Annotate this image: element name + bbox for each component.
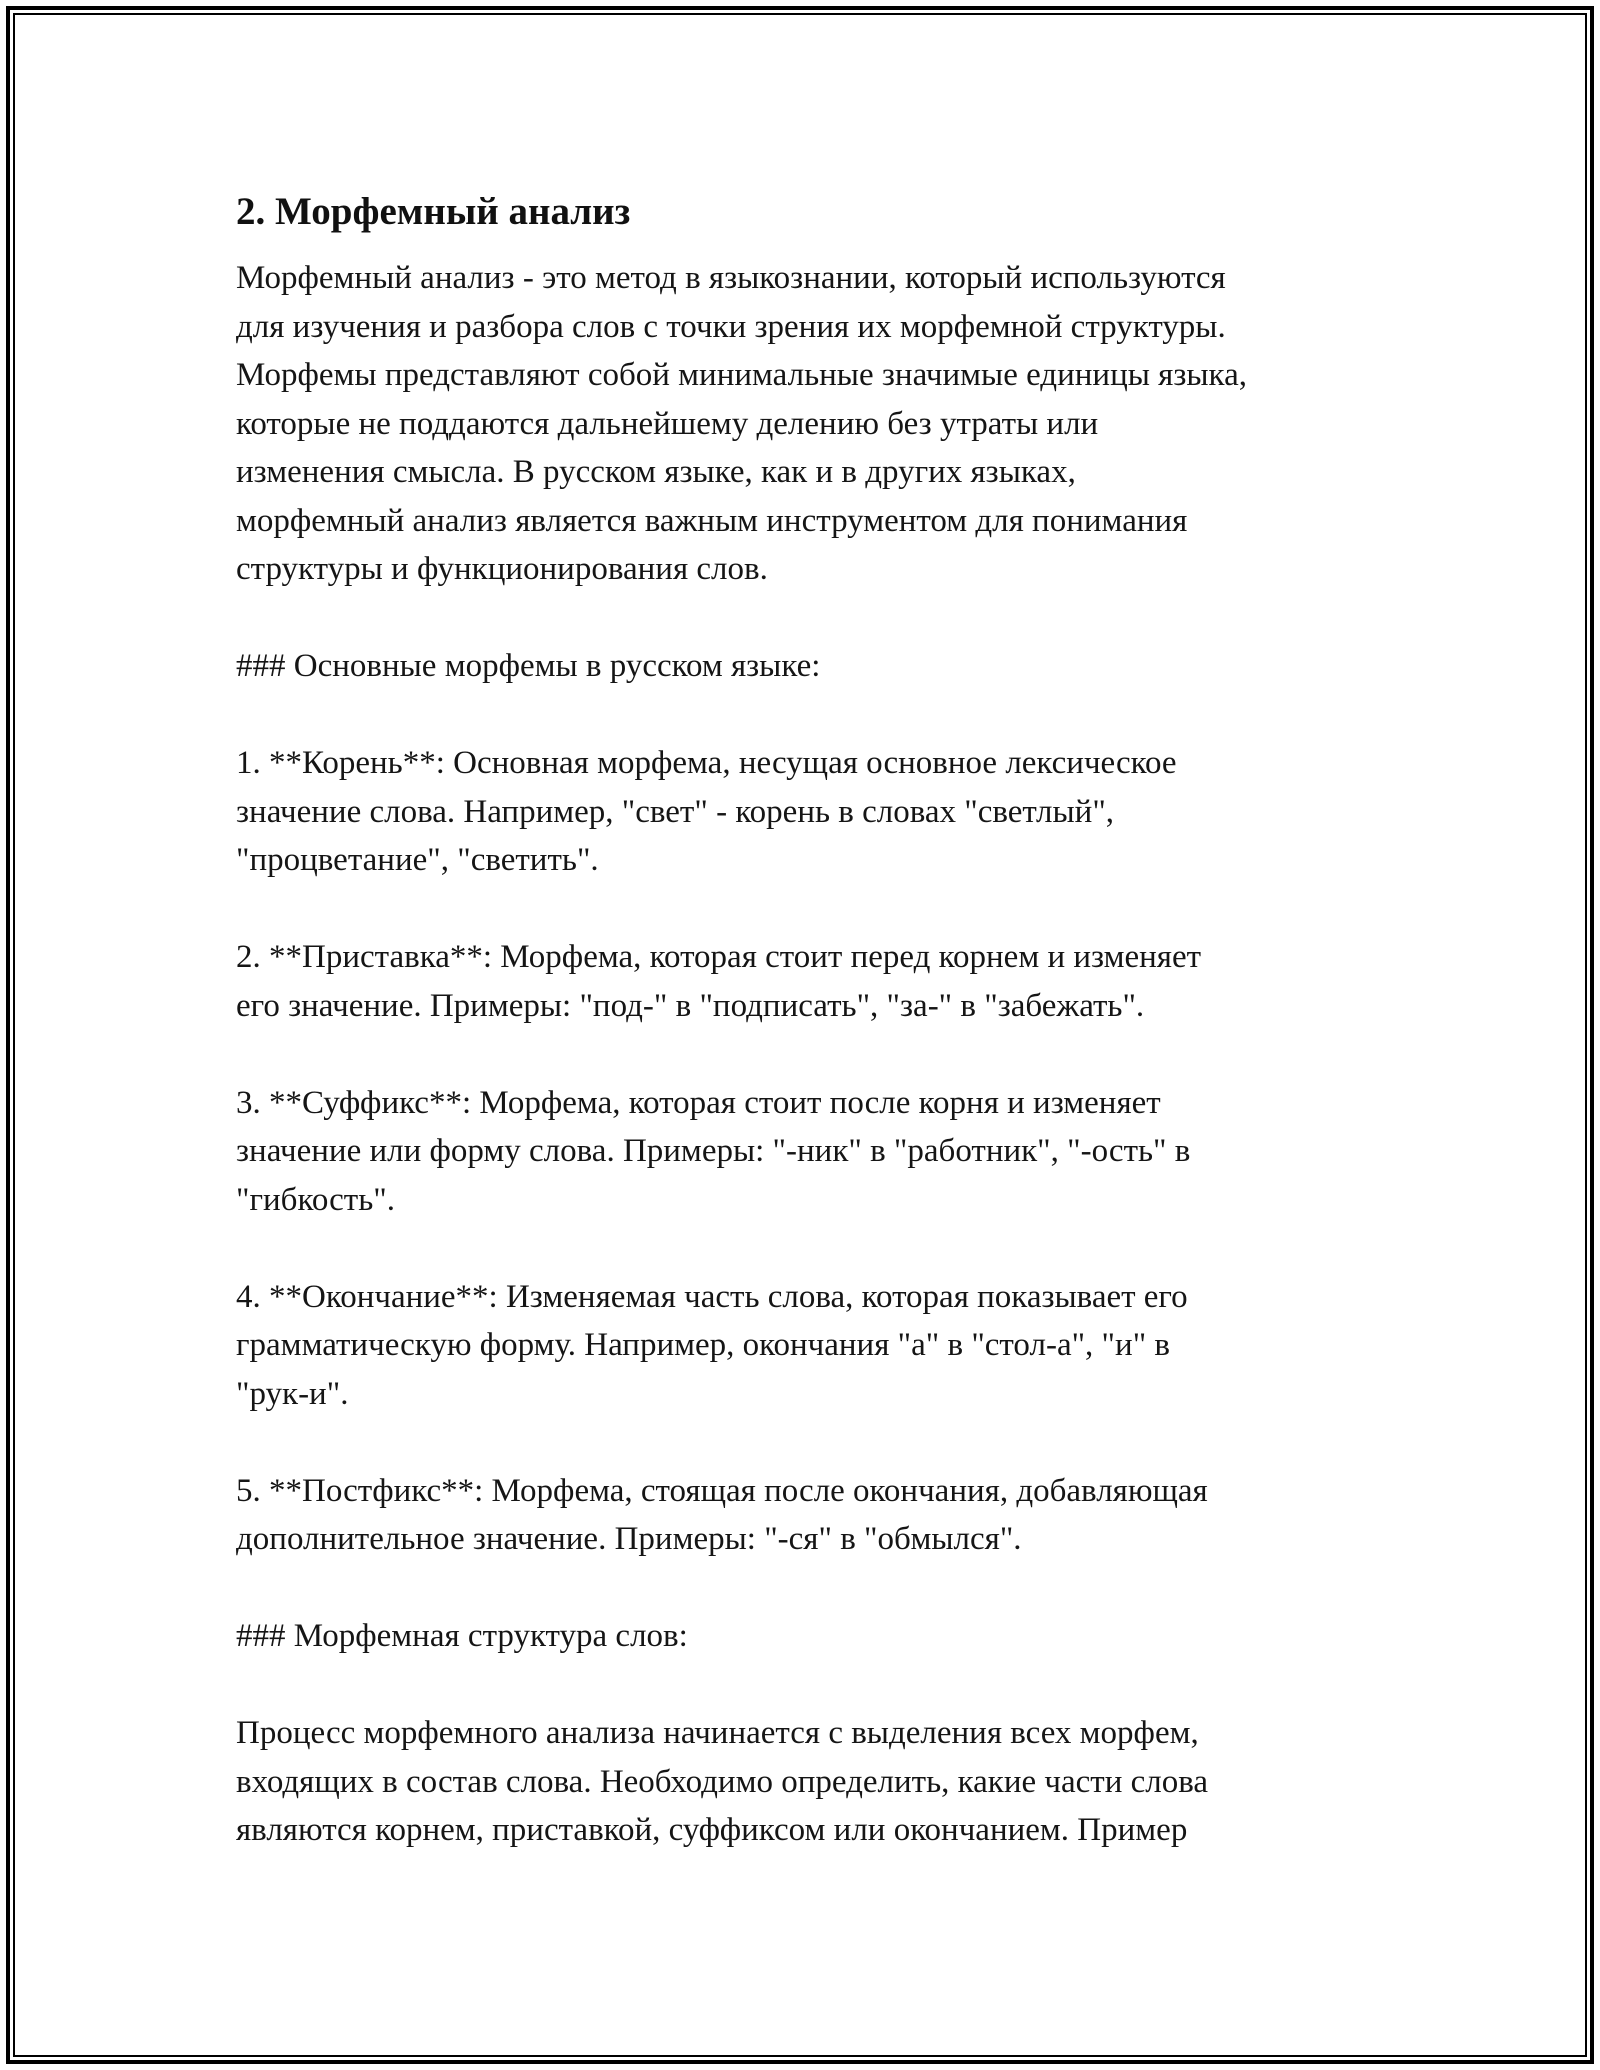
subsection-heading-morphemes: ### Основные морфемы в русском языке: — [236, 648, 821, 684]
closing-paragraph: Процесс морфемного анализа начинается с выделения всех морфем, входящих в состав слова. Необходимо определить, какие части слова являются корнем, приставкой, суффиксом или окончанием. Пример — [236, 1715, 1209, 1848]
document-body — [236, 186, 1416, 1855]
intro-paragraph: Морфемный анализ - это метод в языкознании, который используются для изучения и разбора слов с точки зрения их морфемной структуры. Морфемы представляют собой минимальные значимые единицы языка, которые не поддаются дальнейшему делению без утраты или изменения смысла. В русском языке, как и в других языках, морфемный анализ является важным инструментом для понимания структуры и функционирования слов. — [236, 260, 1247, 587]
paragraph-gap — [236, 1224, 1416, 1273]
section-heading: 2. Морфемный анализ — [236, 190, 631, 233]
paragraph-gap — [236, 1661, 1416, 1710]
list-item-prefix: 2. **Приставка**: Морфема, которая стоит перед корнем и изменяет его значение. Примеры: "под-" в "подписать", "за-" в "забежать". — [236, 939, 1202, 1024]
paragraph-gap — [236, 691, 1416, 740]
paragraph-gap — [236, 1418, 1416, 1467]
list-item-root: 1. **Корень**: Основная морфема, несущая основное лексическое значение слова. Например, "свет" - корень в словах "светлый", "процветание", "светить". — [236, 745, 1177, 878]
subsection-heading-structure: ### Морфемная структура слов: — [236, 1618, 688, 1654]
paragraph-gap — [236, 885, 1416, 934]
list-item-ending: 4. **Окончание**: Изменяемая часть слова, которая показывает его грамматическую форму. Например, окончания "а" в "стол-а", "и" в "рук-и". — [236, 1278, 1188, 1412]
paragraph-gap — [236, 1030, 1416, 1079]
paragraph-gap — [236, 594, 1416, 643]
list-item-postfix: 5. **Постфикс**: Морфема, стоящая после окончания, добавляющая дополнительное значение. Примеры: "-ся" в "обмылся". — [236, 1472, 1208, 1557]
list-item-suffix: 3. **Суффикс**: Морфема, которая стоит после корня и изменяет значение или форму слова. Примеры: "-ник" в "работник", "-ость" в "гибкость". — [236, 1084, 1191, 1218]
paragraph-gap — [236, 1564, 1416, 1613]
